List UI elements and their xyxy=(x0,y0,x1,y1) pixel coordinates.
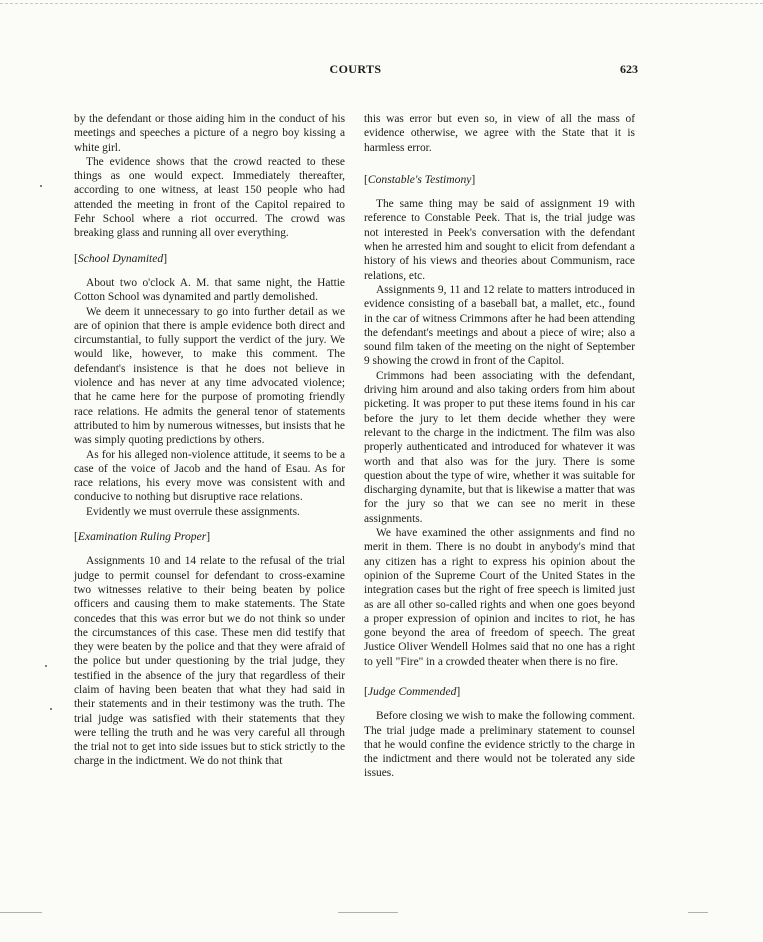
left-column xyxy=(74,112,345,769)
paragraph: We deem it unnecessary to go into further detail as we are of opinion that there is ample evidence both direct and circumstantial, to fully support the verdict of the jury. We would like, however, to make this comment. The defendant's insistence is that he does not believe in violence and has never at any time advocated violence; that he came here for the purpose of promoting friendly race relations. He admits the general tenor of statements attributed to him by numerous witnesses, but insists that he was simply quoting predictions by others. xyxy=(74,305,345,447)
scan-top-edge xyxy=(0,3,763,4)
paragraph: As for his alleged non-violence attitude, it seems to be a case of the voice of Jacob and the hand of Esau. As for race relations, his every move was consistent with and conducive to nothing but disruptive race relations. xyxy=(74,448,345,504)
paragraph: this was error but even so, in view of all the mass of evidence otherwise, we agree with the State that it is harmless error. xyxy=(364,113,635,154)
scan-speck xyxy=(40,185,42,187)
scan-speck xyxy=(50,708,52,710)
paragraph: Crimmons had been associating with the defendant, driving him around and also taking orders from him about picketing. It was proper to put these items found in his car before the jury to let them decide whether they were relevant to the charge in the indictment. The film was also properly authenticated and introduced for whatever it was worth and that also was for the jury. There is some question about the type of wire, whether it was suitable for discharging dynamite, but that is likewise a matter that was for the jury so that we can see no merit in these assignments. xyxy=(364,369,635,525)
bottom-rule xyxy=(338,912,398,913)
bottom-rule xyxy=(688,912,708,913)
section-heading-judge-commended: [Judge Commended] xyxy=(364,684,461,698)
running-title: COURTS xyxy=(329,62,382,76)
section-heading-school-dynamited: [School Dynamited] xyxy=(74,251,168,265)
paragraph: Assignments 10 and 14 relate to the refusal of the trial judge to permit counsel for defendant to cross-examine two witnesses relative to their being beaten by police officers and causing them to make statements. The State concedes that this was error but we do not think so under the circumstances of this case. These men did testify that they were beaten by the police and that they were afraid of the police but under questioning by the trial judge, they testified in the absence of the jury that regardless of their claim of having been beaten that what they had said in their statements and in their testimony was the truth. The trial judge was satisfied with their statements that they were telling the truth and he was very careful all through the trial not to get into side issues but to stick strictly to the charge in the indictment. We do not think that xyxy=(74,555,345,768)
scan-speck xyxy=(45,665,47,667)
paragraph: The evidence shows that the crowd reacted to these things as one would expect. Immediately thereafter, according to one witness, at least 150 people who had attended the meeting in front of the Capitol repaired to Fehr School where a riot occurred. The crowd was breaking glass and running all over everything. xyxy=(74,155,345,240)
bottom-rule xyxy=(0,912,42,913)
paragraph: by the defendant or those aiding him in the conduct of his meetings and speeches a picture of a negro boy kissing a white girl. xyxy=(74,113,345,154)
paragraph: About two o'clock A. M. that same night, the Hattie Cotton School was dynamited and partly demolished. xyxy=(74,276,345,304)
paragraph: Before closing we wish to make the following comment. The trial judge made a preliminary statement to counsel that he would confine the evidence strictly to the charge in the indictment and there would not be tolerated any side issues. xyxy=(364,710,635,780)
right-column xyxy=(364,112,635,781)
running-head xyxy=(73,62,638,78)
paragraph: We have examined the other assignments and find no merit in them. There is no doubt in anybody's mind that any citizen has a right to express his opinion about the opinion of the Supreme Court of the United States in the integration cases but the right of free speech is limited just as are all other so-called rights and when one goes beyond a proper expression of opinion and incites to riot, he has gone beyond the area of freedom of speech. The great Justice Oliver Wendell Holmes said that no one has a right to yell "Fire" in a crowded theater when there is no fire. xyxy=(364,527,635,668)
paragraph: Evidently we must overrule these assignments. xyxy=(86,505,300,518)
paragraph: Assignments 9, 11 and 12 relate to matters introduced in evidence consisting of a baseball bat, a mallet, etc., found in the car of witness Crimmons after he had been attending the defendant's meetings and about a piece of wire; also a sound film taken of the meeting on the night of September 9 showing the crowd in front of the Capitol. xyxy=(364,283,635,368)
paragraph: The same thing may be said of assignment 19 with reference to Constable Peek. That is, the trial judge was not interested in Peek's conversation with the defendant when he arrested him and sought to elicit from defendant a history of his views and theories about Communism, race relations, etc. xyxy=(364,198,635,282)
page-number: 623 xyxy=(620,62,638,76)
section-heading-constables-testimony: [Constable's Testimony] xyxy=(364,172,476,186)
section-heading-examination-ruling: [Examination Ruling Proper] xyxy=(74,530,211,544)
